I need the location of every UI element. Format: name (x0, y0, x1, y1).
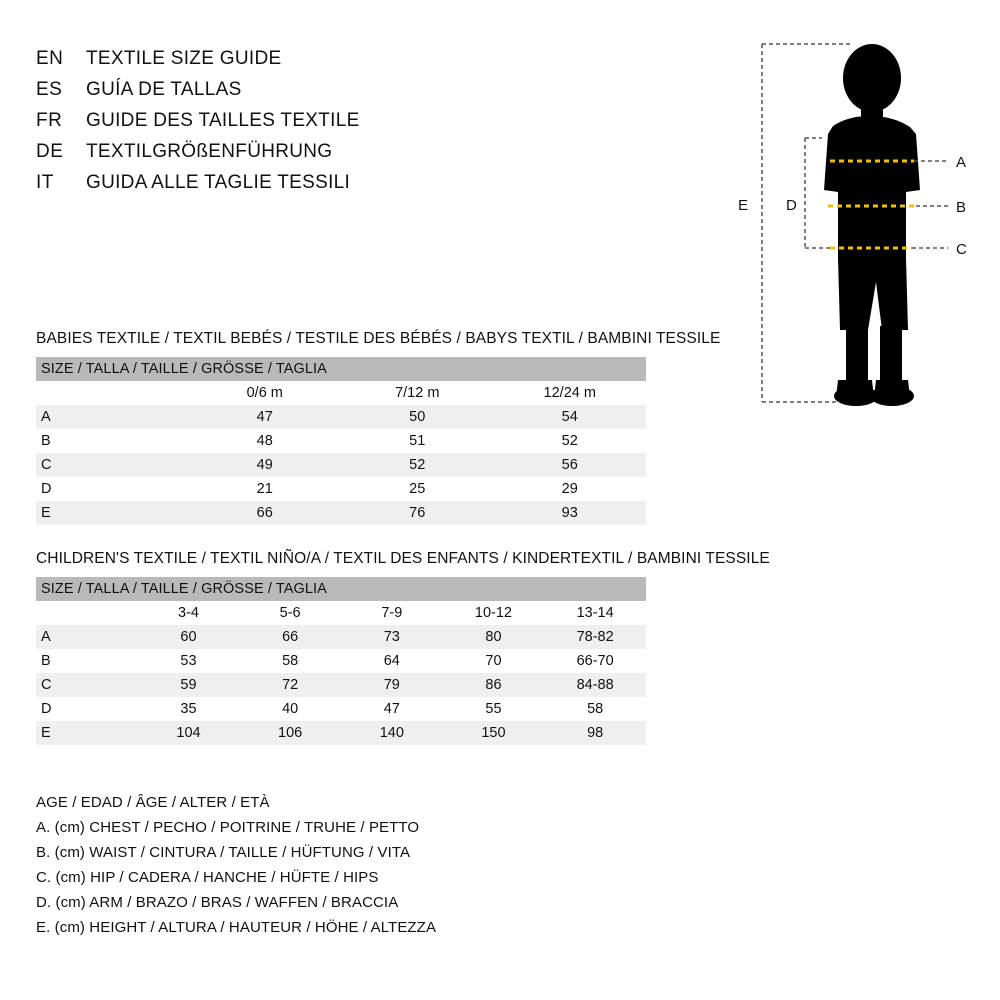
table-row (36, 453, 646, 477)
table-cell: 50 (341, 405, 494, 429)
table-row (36, 429, 646, 453)
table-cell: 60 (138, 625, 240, 649)
table-cell: 47 (341, 697, 443, 721)
language-header-block (36, 48, 556, 203)
table-cell: 98 (544, 721, 646, 745)
table-cell: 66 (189, 501, 342, 525)
language-code: IT (36, 172, 54, 193)
table-cell: 21 (189, 477, 342, 501)
table-cell: 29 (494, 477, 647, 501)
table-cell: 56 (494, 453, 647, 477)
table-cell: 66 (239, 625, 341, 649)
table-cell: 73 (341, 625, 443, 649)
table-cell: 49 (189, 453, 342, 477)
table-cell: 55 (443, 697, 545, 721)
babies-size-table (36, 357, 646, 525)
children-table-section (36, 550, 770, 745)
row-label: B (36, 649, 138, 673)
figure-label-c: C (956, 241, 967, 258)
table-cell: 54 (494, 405, 647, 429)
table-cell: 106 (239, 721, 341, 745)
table-cell: 93 (494, 501, 647, 525)
table-cell: 72 (239, 673, 341, 697)
table-column-row (36, 381, 646, 405)
table-row (36, 697, 646, 721)
table-row (36, 625, 646, 649)
table-cell: 150 (443, 721, 545, 745)
language-title: GUIDA ALLE TAGLIE TESSILI (86, 172, 351, 193)
row-label: E (36, 501, 189, 525)
table-cell: 80 (443, 625, 545, 649)
table-cell: 140 (341, 721, 443, 745)
table-column-header: 7-9 (341, 601, 443, 625)
row-label: A (36, 625, 138, 649)
row-label: D (36, 697, 138, 721)
figure-label-b: B (956, 199, 967, 216)
table-cell: 58 (239, 649, 341, 673)
table-cell: 66-70 (544, 649, 646, 673)
table-row (36, 649, 646, 673)
language-row (36, 79, 556, 110)
language-code: FR (36, 110, 63, 131)
table-cell: 25 (341, 477, 494, 501)
legend-line: E. (cm) HEIGHT / ALTURA / HAUTEUR / HÖHE / ALTEZZA (36, 919, 437, 936)
table-column-header: 0/6 m (189, 381, 342, 405)
legend-line: B. (cm) WAIST / CINTURA / TAILLE / HÜFTUNG / VITA (36, 844, 411, 861)
table-row (36, 477, 646, 501)
table-row (36, 405, 646, 429)
row-label: D (36, 477, 189, 501)
row-label: B (36, 429, 189, 453)
table-header-label: SIZE / TALLA / TAILLE / GRÖSSE / TAGLIA (36, 357, 646, 381)
table-column-header: 12/24 m (494, 381, 647, 405)
table-column-header: 7/12 m (341, 381, 494, 405)
table-cell: 79 (341, 673, 443, 697)
language-row (36, 48, 556, 79)
table-cell: 40 (239, 697, 341, 721)
table-cell: 48 (189, 429, 342, 453)
table-cell: 59 (138, 673, 240, 697)
table-cell: 78-82 (544, 625, 646, 649)
table-corner-cell (36, 381, 189, 405)
table-column-header: 3-4 (138, 601, 240, 625)
table-cell: 86 (443, 673, 545, 697)
table-cell: 58 (544, 697, 646, 721)
babies-table-section (36, 330, 721, 525)
table-corner-cell (36, 601, 138, 625)
measurement-figure (700, 30, 990, 420)
figure-label-a: A (956, 154, 967, 171)
language-title: TEXTILE SIZE GUIDE (86, 48, 282, 69)
legend-line: AGE / EDAD / ÂGE / ALTER / ETÀ (36, 794, 270, 811)
table-cell: 70 (443, 649, 545, 673)
table-column-header: 13-14 (544, 601, 646, 625)
language-code: ES (36, 79, 63, 100)
language-row (36, 172, 556, 203)
legend-line: A. (cm) CHEST / PECHO / POITRINE / TRUHE / PETTO (36, 819, 420, 836)
children-size-table (36, 577, 646, 745)
table-cell: 47 (189, 405, 342, 429)
language-title: GUÍA DE TALLAS (86, 79, 242, 100)
children-section-title: CHILDREN'S TEXTILE / TEXTIL NIÑO/A / TEXTIL DES ENFANTS / KINDERTEXTIL / BAMBINI TESSILE (36, 550, 770, 567)
table-header-row (36, 577, 646, 601)
table-header-label: SIZE / TALLA / TAILLE / GRÖSSE / TAGLIA (36, 577, 646, 601)
figure-label-d: D (786, 197, 797, 214)
table-cell: 64 (341, 649, 443, 673)
legend-block (36, 790, 636, 940)
child-silhouette-icon (824, 44, 920, 406)
table-cell: 76 (341, 501, 494, 525)
table-header-row (36, 357, 646, 381)
language-row (36, 110, 556, 141)
table-cell: 104 (138, 721, 240, 745)
row-label: E (36, 721, 138, 745)
language-code: DE (36, 141, 64, 162)
table-row (36, 673, 646, 697)
table-cell: 84-88 (544, 673, 646, 697)
table-cell: 35 (138, 697, 240, 721)
language-code: EN (36, 48, 64, 69)
figure-label-e: E (738, 197, 749, 214)
table-cell: 53 (138, 649, 240, 673)
table-column-header: 10-12 (443, 601, 545, 625)
table-cell: 52 (494, 429, 647, 453)
table-row (36, 501, 646, 525)
table-column-header: 5-6 (239, 601, 341, 625)
table-row (36, 721, 646, 745)
row-label: A (36, 405, 189, 429)
table-cell: 51 (341, 429, 494, 453)
row-label: C (36, 673, 138, 697)
legend-line: C. (cm) HIP / CADERA / HANCHE / HÜFTE / HIPS (36, 869, 379, 886)
table-column-row (36, 601, 646, 625)
language-title: GUIDE DES TAILLES TEXTILE (86, 110, 360, 131)
legend-line: D. (cm) ARM / BRAZO / BRAS / WAFFEN / BRACCIA (36, 894, 399, 911)
language-title: TEXTILGRÖßENFÜHRUNG (86, 141, 333, 162)
babies-section-title: BABIES TEXTILE / TEXTIL BEBÉS / TESTILE DES BÉBÉS / BABYS TEXTIL / BAMBINI TESSILE (36, 330, 721, 347)
table-cell: 52 (341, 453, 494, 477)
language-row (36, 141, 556, 172)
row-label: C (36, 453, 189, 477)
